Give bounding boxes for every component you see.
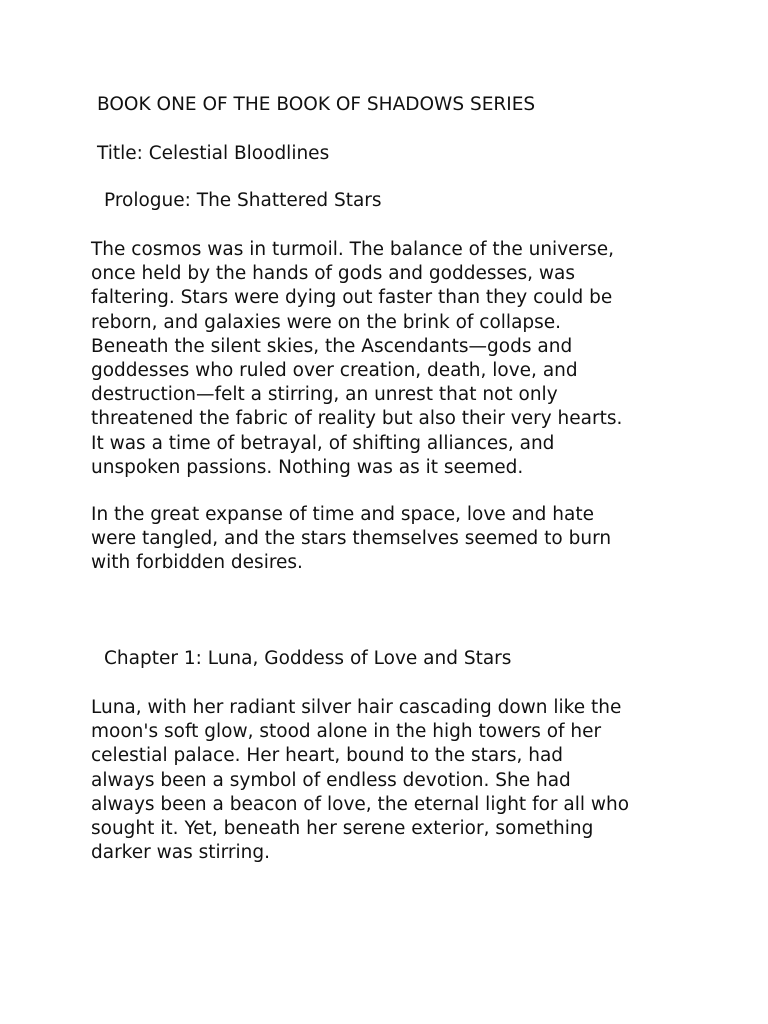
text-line: It was a time of betrayal, of shifting alliances, and [91,432,555,454]
text-line: moon's soft glow, stood alone in the high towers of her [91,721,602,743]
text-line: darker was stirring. [91,842,271,864]
text-line: goddesses who ruled over creation, death, love, and [91,360,578,382]
text-line: The cosmos was in turmoil. The balance of the universe, [91,239,615,260]
prologue-paragraph-1 [91,238,691,480]
text-line: once held by the hands of gods and goddesses, was [91,263,576,285]
text-line: with forbidden desires. [91,552,303,574]
book-title: Title: Celestial Bloodlines [97,143,330,164]
text-line: Beneath the silent skies, the Ascendants—gods and [91,335,573,357]
text-line: threatened the fabric of reality but also their very hearts. [91,408,623,430]
text-line: always been a beacon of love, the eternal light for all who [91,793,630,815]
series-heading: BOOK ONE OF THE BOOK OF SHADOWS SERIES [97,94,536,115]
text-line: faltering. Stars were dying out faster than they could be [91,287,613,309]
chapter-heading: Chapter 1: Luna, Goddess of Love and Stars [104,648,512,669]
text-line: Luna, with her radiant silver hair cascading down like the [91,697,622,718]
prologue-heading: Prologue: The Shattered Stars [104,190,382,211]
text-line: In the great expanse of time and space, love and hate [91,504,594,525]
text-line: unspoken passions. Nothing was as it seemed. [91,456,524,478]
text-line: sought it. Yet, beneath her serene exterior, something [91,818,594,840]
text-line: always been a symbol of endless devotion. She had [91,769,571,791]
text-line: were tangled, and the stars themselves seemed to burn [91,528,612,550]
prologue-paragraph-2 [91,503,691,576]
text-line: reborn, and galaxies were on the brink of collapse. [91,311,562,333]
chapter-paragraph-1 [91,696,691,865]
text-line: celestial palace. Her heart, bound to the stars, had [91,745,564,767]
text-line: destruction—felt a stirring, an unrest that not only [91,384,558,406]
